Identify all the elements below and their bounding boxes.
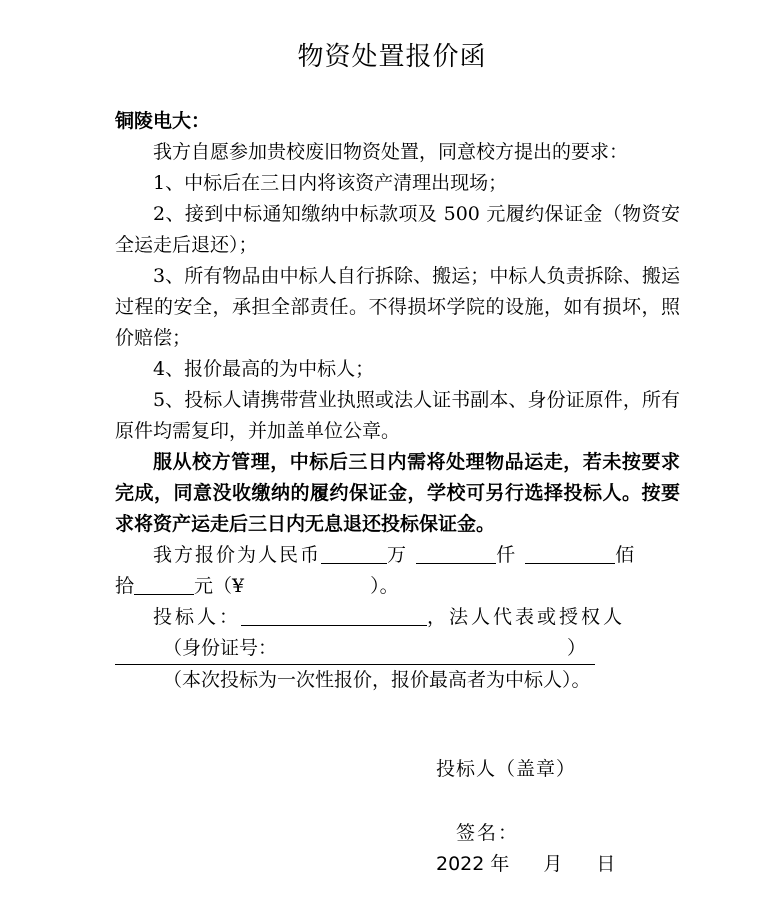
date-year: 2022 年 <box>436 853 510 875</box>
date-month: 月 <box>543 853 563 875</box>
seal-label: 投标人（盖章） <box>436 758 577 780</box>
price-qian-label: 仟 <box>496 544 518 566</box>
bidder-label: 投标人： <box>153 606 242 628</box>
bold-notice: 服从校方管理，中标后三日内需将处理物品运走，若未按要求完成，同意没收缴纳的履约保证金，学校可另行选择投标人。按要求将资产运走后三日内无息退还投标保证金。 <box>115 451 680 535</box>
price-bai-label: 佰 <box>615 544 637 566</box>
id-close-label: ） <box>567 637 587 659</box>
price-bai-blank[interactable] <box>525 543 615 564</box>
id-number-field[interactable] <box>115 633 595 665</box>
requirement-item-2: 2、接到中标通知缴纳中标款项及 500 元履约保证金（物资安全运走后退还）； <box>115 203 680 256</box>
intro-paragraph: 我方自愿参加贵校废旧物资处置，同意校方提出的要求： <box>153 141 629 163</box>
salutation: 铜陵电大： <box>115 110 211 132</box>
date-line <box>436 850 615 878</box>
price-prefix: 我方报价为人民币 <box>153 544 322 566</box>
requirement-item-4: 4、报价最高的为中标人； <box>153 358 375 380</box>
price-yuan-label: 元（¥ <box>194 575 245 597</box>
date-day: 日 <box>596 853 616 875</box>
price-line <box>115 540 680 571</box>
requirement-item-3: 3、所有物品由中标人自行拆除、搬运；中标人负责拆除、搬运过程的安全，承担全部责任。不得损坏学院的设施，如有损坏，照价赔偿； <box>115 265 680 349</box>
price-qian-blank[interactable] <box>416 543 496 564</box>
requirement-item-5: 5、投标人请携带营业执照或法人证书副本、身份证原件，所有原件均需复印，并加盖单位公章。 <box>115 389 680 442</box>
sign-label: 签名： <box>456 822 520 844</box>
price-wan-blank[interactable] <box>321 543 387 564</box>
document-body <box>115 106 680 696</box>
price-shi-blank[interactable] <box>134 574 194 595</box>
document-title: 物资处置报价函 <box>297 42 487 72</box>
bid-note: （本次投标为一次性报价，报价最高者为中标人）。 <box>163 669 591 691</box>
id-line <box>115 633 680 665</box>
bidder-name-blank[interactable] <box>241 605 427 626</box>
price-shi-label: 拾 <box>115 575 135 597</box>
requirement-item-1: 1、中标后在三日内将该资产清理出现场； <box>153 172 508 194</box>
legal-rep-label: ，法人代表或授权人 <box>427 606 626 628</box>
id-open-label: （身份证号： <box>163 637 278 659</box>
bidder-line <box>115 602 680 633</box>
price-line-2 <box>115 571 680 602</box>
price-close: ）。 <box>370 575 399 597</box>
price-wan-label: 万 <box>387 544 409 566</box>
